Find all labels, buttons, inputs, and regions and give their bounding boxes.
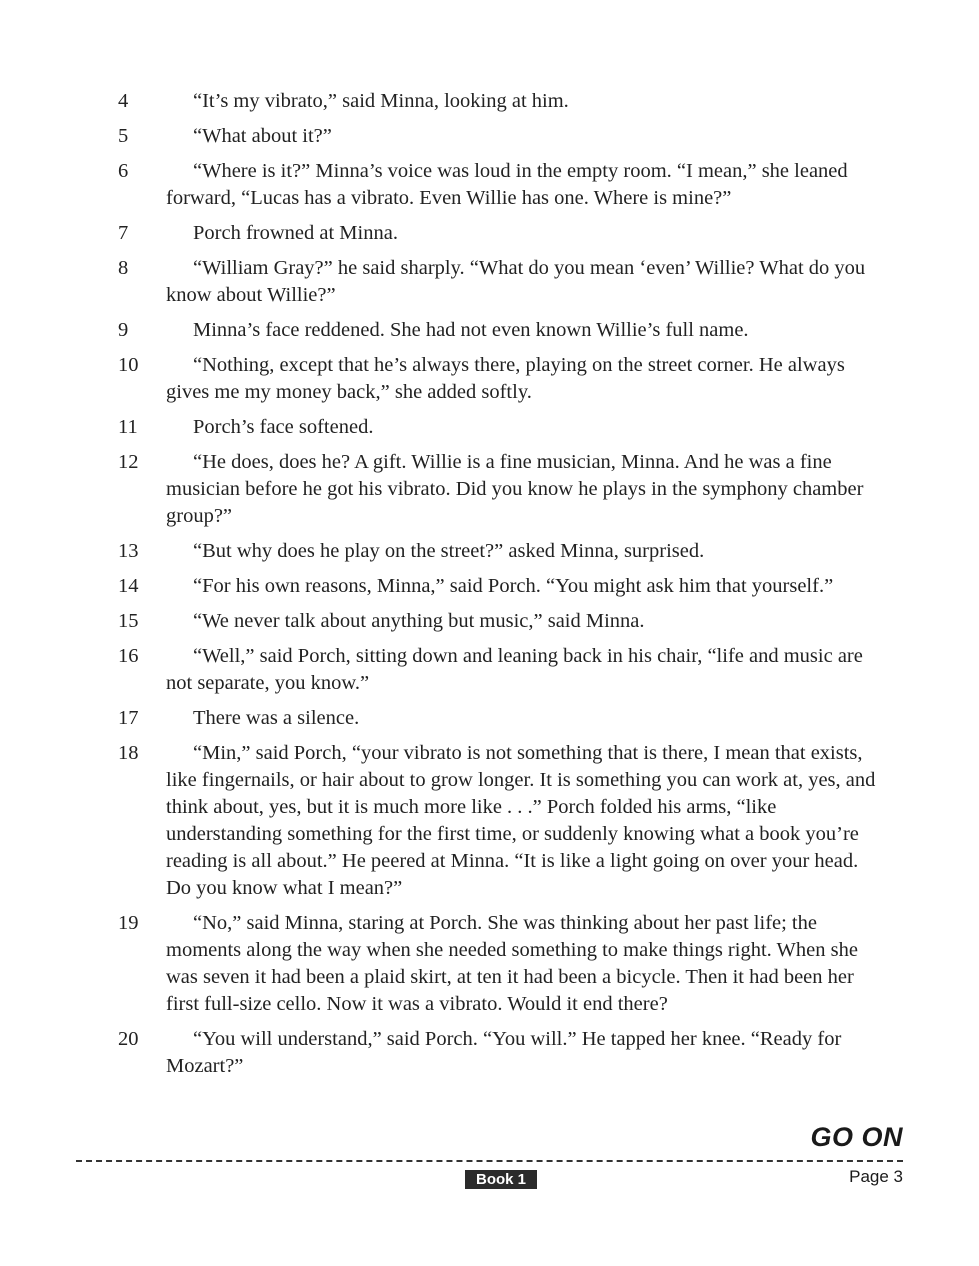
paragraph-number: 11 [118, 416, 138, 438]
paragraph-text: “Well,” said Porch, sitting down and leaning back in his chair, “life and music are not separate, you know.” [166, 645, 863, 694]
paragraph-number: 10 [118, 354, 139, 376]
paragraph-4 [0, 88, 979, 115]
paragraph-5 [0, 123, 979, 150]
paragraph-text: “William Gray?” he said sharply. “What do you mean ‘even’ Willie? What do you know about Willie?” [166, 257, 866, 306]
paragraph-7 [0, 220, 979, 247]
paragraph-number: 20 [118, 1028, 139, 1050]
paragraph-number: 8 [118, 257, 129, 279]
go-on-label: GO ON [810, 1122, 903, 1152]
paragraph-number: 18 [118, 742, 139, 764]
paragraph-number: 14 [118, 575, 139, 597]
paragraph-14 [0, 573, 979, 600]
paragraph-number: 5 [118, 125, 129, 147]
paragraph-16 [0, 643, 979, 697]
paragraph-text: “Where is it?” Minna’s voice was loud in the empty room. “I mean,” she leaned forward, “Lucas has a vibrato. Even Willie has one. Where is mine?” [166, 160, 848, 209]
paragraph-19 [0, 910, 979, 1018]
paragraph-17 [0, 705, 979, 732]
paragraph-number: 16 [118, 645, 139, 667]
paragraph-13 [0, 538, 979, 565]
paragraph-number: 9 [118, 319, 129, 341]
paragraph-12 [0, 449, 979, 530]
paragraph-text: “No,” said Minna, staring at Porch. She was thinking about her past life; the moments along the way when she needed something to make things right. When she was seven it had been a plaid skirt, at ten it had been a bicycle. Then it had been her first full-size cello. Now it was a vibrato. Would it end there? [166, 912, 858, 1015]
paragraph-text: “But why does he play on the street?” asked Minna, surprised. [193, 540, 705, 562]
paragraph-text: Porch’s face softened. [193, 416, 374, 438]
paragraph-number: 7 [118, 222, 129, 244]
paragraph-text: “Min,” said Porch, “your vibrato is not something that is there, I mean that exists, like fingernails, or hair about to grow longer. It is something you can work at, yes, and think about, yes, but it is much more like . . .” Porch folded his arms, “like understanding something for the first time, or suddenly knowing what a book you’re reading is all about.” He peered at Minna. “It is like a light going on over your head. Do you know what I mean?” [166, 742, 876, 899]
paragraph-text: “It’s my vibrato,” said Minna, looking at him. [193, 90, 569, 112]
paragraph-15 [0, 608, 979, 635]
paragraph-10 [0, 352, 979, 406]
paragraph-text: There was a silence. [193, 707, 360, 729]
paragraph-8 [0, 255, 979, 309]
paragraph-text: “For his own reasons, Minna,” said Porch. “You might ask him that yourself.” [193, 575, 834, 597]
paragraph-text: “You will understand,” said Porch. “You will.” He tapped her knee. “Ready for Mozart?” [166, 1028, 842, 1077]
paragraph-text: Minna’s face reddened. She had not even known Willie’s full name. [193, 319, 749, 341]
paragraph-11 [0, 414, 979, 441]
paragraph-text: “We never talk about anything but music,” said Minna. [193, 610, 645, 632]
paragraph-text: Porch frowned at Minna. [193, 222, 398, 244]
paragraph-6 [0, 158, 979, 212]
paragraph-number: 17 [118, 707, 139, 729]
paragraph-text: “What about it?” [193, 125, 332, 147]
passage [0, 88, 979, 1088]
paragraph-text: “Nothing, except that he’s always there, playing on the street corner. He always gives me my money back,” she added softly. [166, 354, 845, 403]
dashed-divider [76, 1160, 903, 1162]
paragraph-number: 4 [118, 90, 129, 112]
paragraph-number: 19 [118, 912, 139, 934]
paragraph-18 [0, 740, 979, 902]
paragraph-number: 13 [118, 540, 139, 562]
paragraph-number: 15 [118, 610, 139, 632]
book-label: Book 1 [465, 1170, 537, 1189]
paragraph-9 [0, 317, 979, 344]
paragraph-text: “He does, does he? A gift. Willie is a fine musician, Minna. And he was a fine musician before he got his vibrato. Did you know he plays in the symphony chamber group?” [166, 451, 864, 527]
paragraph-number: 12 [118, 451, 139, 473]
paragraph-number: 6 [118, 160, 129, 182]
page-number: Page 3 [849, 1167, 903, 1186]
paragraph-20 [0, 1026, 979, 1080]
